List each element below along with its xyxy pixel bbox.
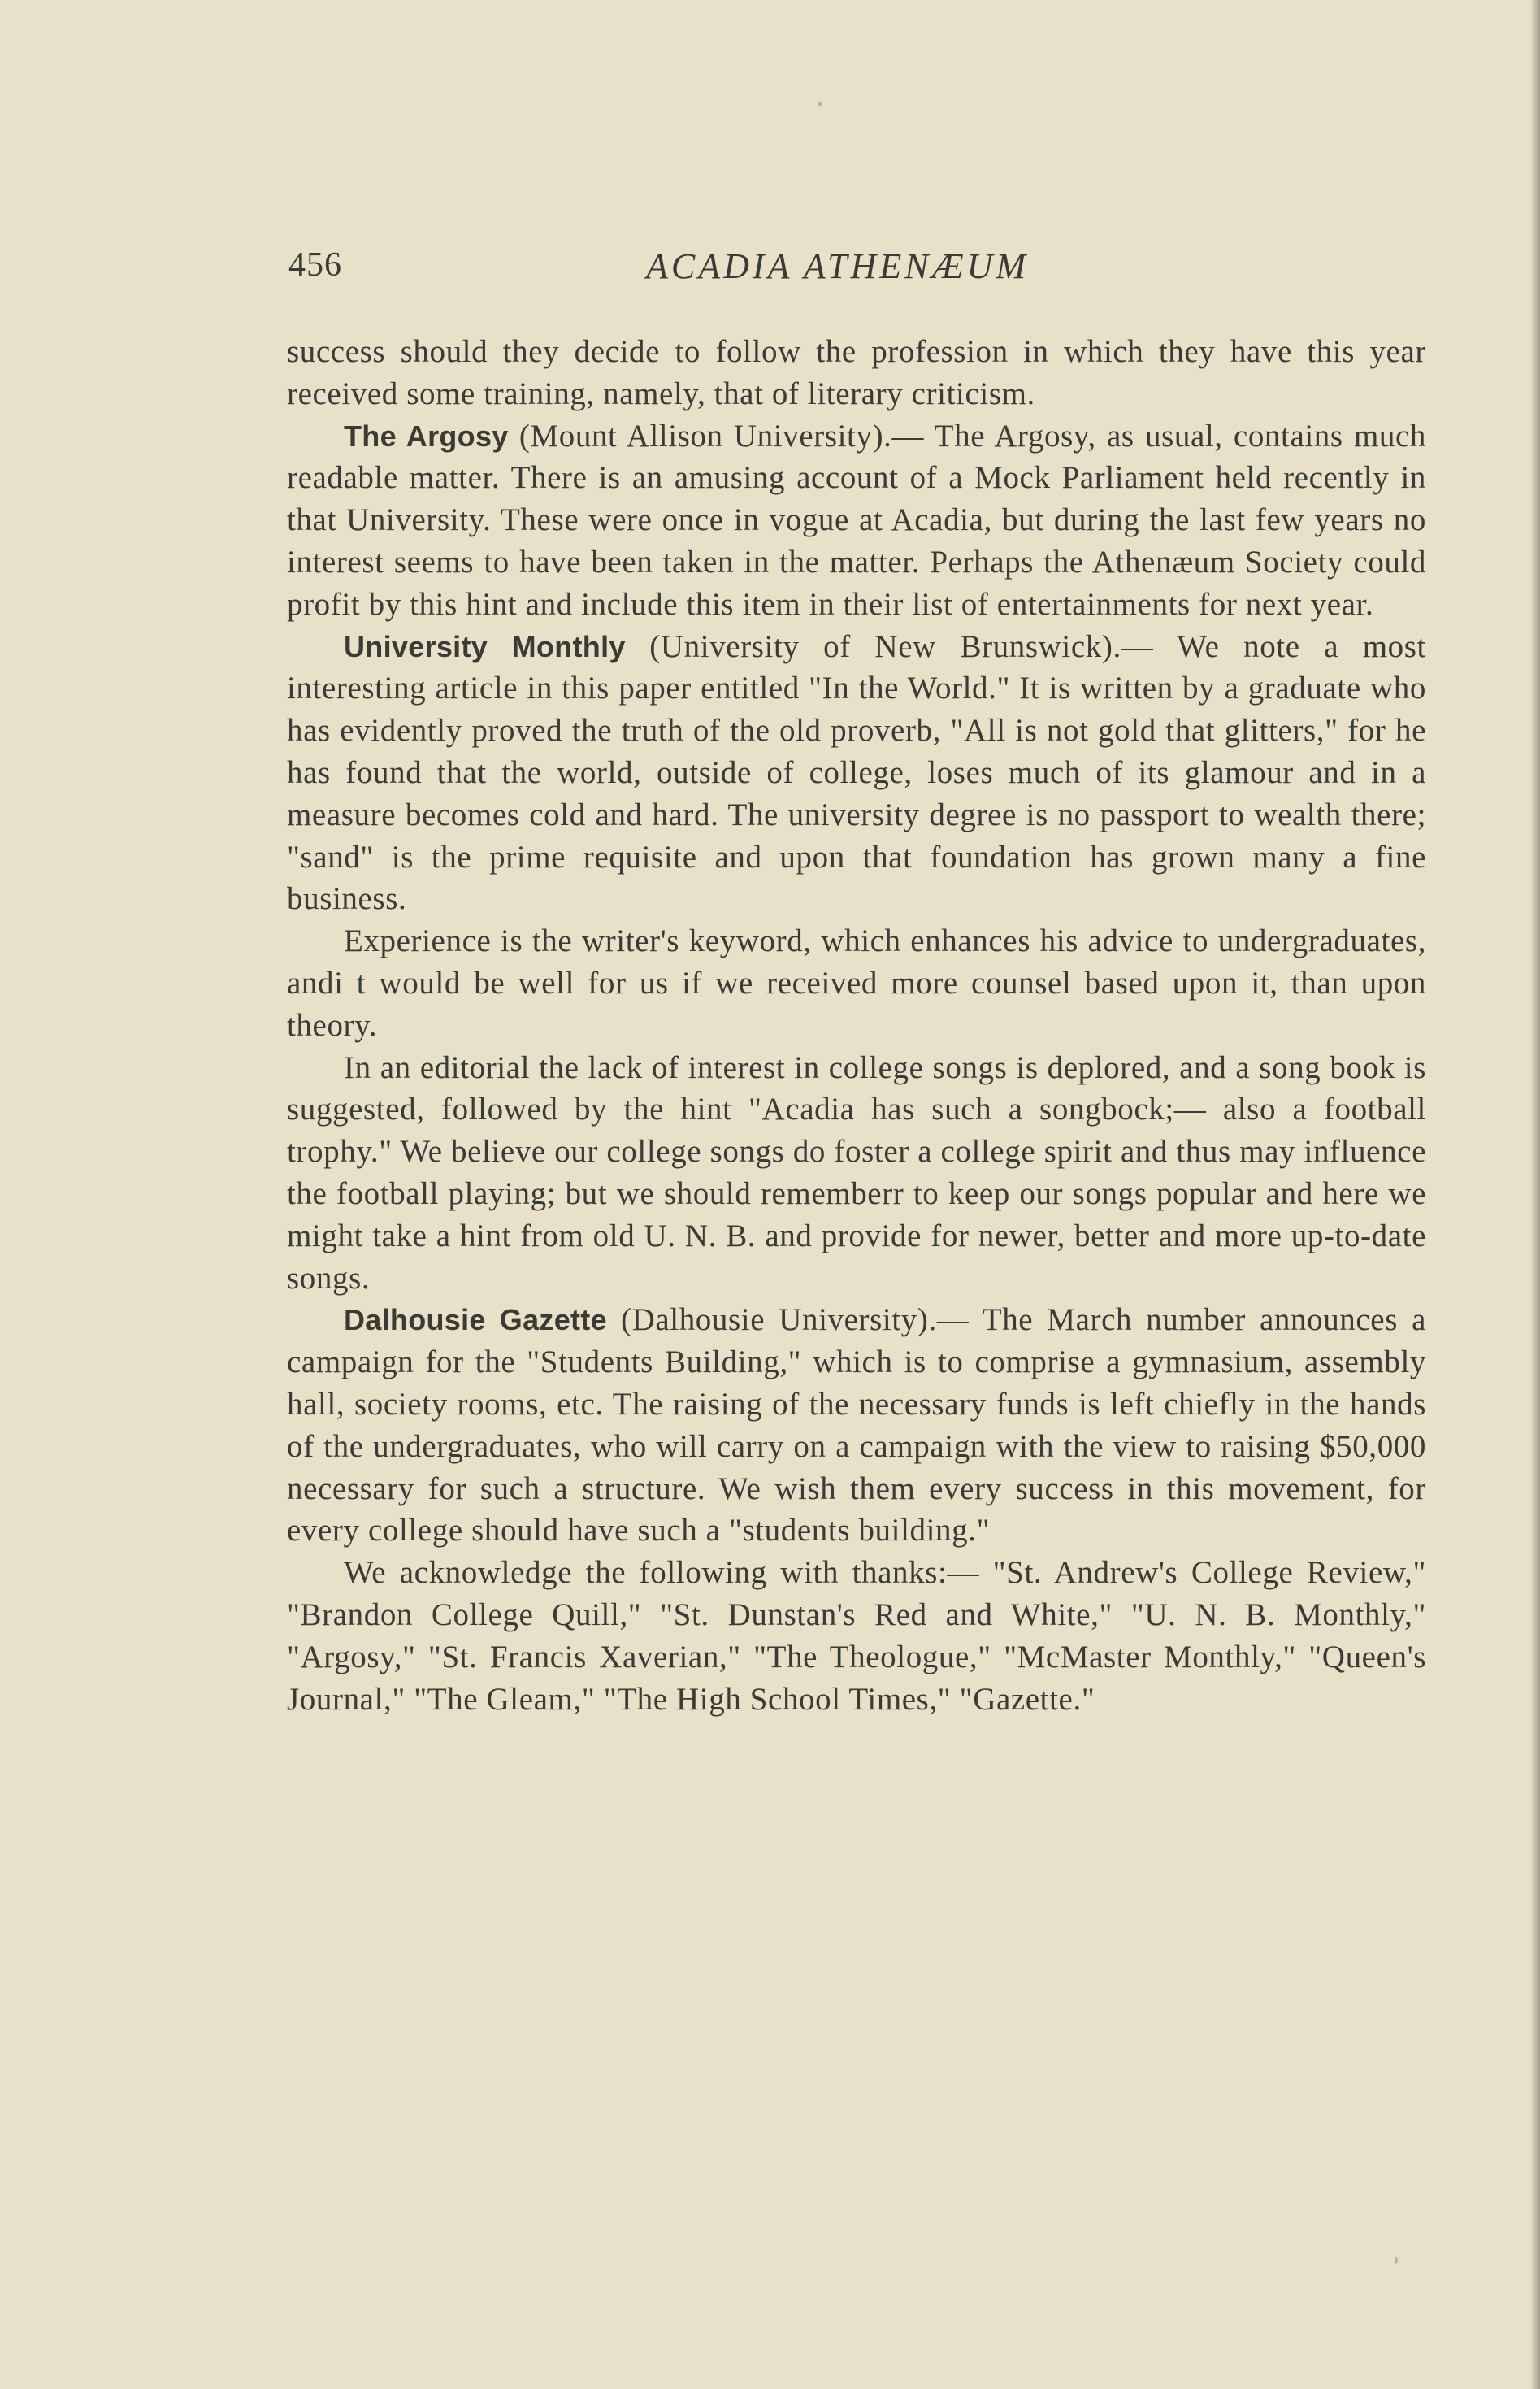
- paragraph: [287, 331, 1426, 415]
- paragraph: [287, 415, 1426, 626]
- paragraph: [287, 1299, 1426, 1552]
- paragraph-text: (University of New Brunswick).— We note a most interesting article in this paper entitled "In the World." It is written by a graduate who has evidently proved the truth of the old proverb, "All is not gold that glitters," for he has found that the world, outside of college, loses much of its glamour and in a measure becomes cold and hard. The university degree is no passport to wealth there; "sand" is the prime requisite and upon that foundation has grown many a fine business.: [287, 628, 1426, 917]
- paragraph-text: Experience is the writer's keyword, which enhances his advice to undergraduates, andi t would be well for us if we received more counsel based upon it, than upon theory.: [287, 923, 1426, 1043]
- paragraph-text: We acknowledge the following with thanks:— "St. Andrew's College Review," "Brandon College Quill," "St. Dunstan's Red and White," "U. N. B. Monthly," "Argosy," "St. Francis Xaverian," "The Theologue," "McMaster Monthly," "Queen's Journal," "The Gleam," "The High School Times," "Gazette.": [287, 1555, 1426, 1717]
- publication-name: The Argosy: [344, 419, 509, 453]
- paragraph-text: (Dalhousie University).— The March number announces a campaign for the "Students Building," which is to comprise a gymnasium, assembly hall, society rooms, etc. The raising of the necessary funds is left chiefly in the hands of the undergraduates, who will carry on a campaign with the view to raising $50,000 necessary for such a structure. We wish them every success in this movement, for every college should have such a "students building.": [287, 1302, 1426, 1549]
- paragraph: [287, 1552, 1426, 1720]
- page-header: [288, 245, 1426, 294]
- running-title: ACADIA ATHENÆUM: [646, 246, 1030, 286]
- paragraph: [287, 920, 1426, 1046]
- paragraph-text: (Mount Allison University).— The Argosy, as usual, contains much readable matter. There is an amusing account of a Mock Parliament held recently in that University. These were once in vogue at Acadia, but during the last few years no interest seems to have been taken in the matter. Perhaps the Athenæum Society could profit by this hint and include this item in their list of entertainments for next year.: [287, 418, 1427, 622]
- paper-speck: [818, 102, 822, 106]
- paragraph: [287, 626, 1426, 921]
- paragraph-text: In an editorial the lack of interest in college songs is deplored, and a song book is suggested, followed by the hint "Acadia has such a songbock;— also a football trophy." We believe our college songs do foster a college spirit and thus may influence the football playing; but we should rememberr to keep our songs popular and here we might take a hint from old U. N. B. and provide for newer, better and more up-to-date songs.: [287, 1049, 1426, 1296]
- publication-name: Dalhousie Gazette: [344, 1303, 607, 1337]
- paragraph: [287, 1047, 1426, 1300]
- publication-name: University Monthly: [344, 629, 626, 663]
- page-edge-shadow: [1530, 0, 1540, 2389]
- paper-speck: [1395, 2257, 1398, 2264]
- page-number: 456: [288, 246, 342, 284]
- article-body: [287, 331, 1426, 1720]
- paragraph-text: success should they decide to follow the profession in which they have this year received some training, namely, that of literary criticism.: [287, 334, 1426, 411]
